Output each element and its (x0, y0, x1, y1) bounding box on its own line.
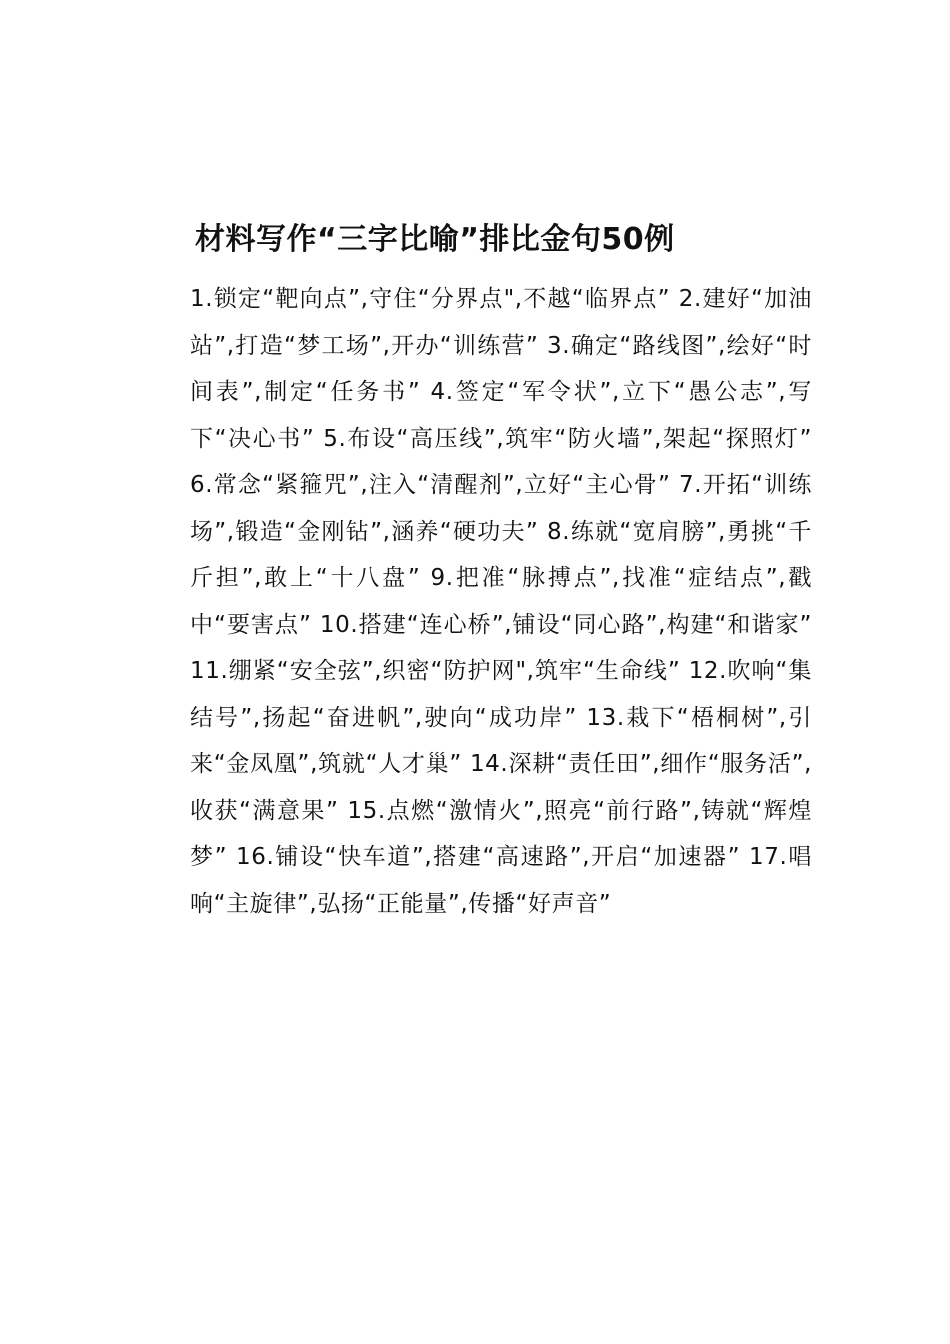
document-title: 材料写作“三字比喻”排比金句50例 (195, 222, 675, 257)
document-body-text: 1.锁定“靶向点”,守住“分界点",不越“临界点” 2.建好“加油站”,打造“梦工场”,开办“训练营” 3.确定“路线图”,绘好“时间表”,制定“任务书” 4.签定“军令状”,立下“愚公志”,写下“决心书” 5.布设“高压线”,筑牢“防火墙”,架起“探照灯” 6.常念“紧箍咒”,注入“清醒剂”,立好“主心骨” 7.开拓“训练场”,锻造“金刚钻”,涵养“硬功夫” 8.练就“宽肩膀”,勇挑“千斤担”,敢上“十八盘” 9.把准“脉搏点”,找准“症结点”,戳中“要害点” 10.搭建“连心桥”,铺设“同心路”,构建“和谐家” 11.绷紧“安全弦”,织密“防护网",筑牢“生命线” 12.吹响“集结号”,扬起“奋进帆”,驶向“成功岸” 13.栽下“梧桐树”,引来“金凤凰”,筑就“人才巢” 14.深耕“责任田”,细作“服务活”,收获“满意果” 15.点燃“激情火”,照亮“前行路”,铸就“辉煌梦” 16.铺设“快车道”,搭建“高速路”,开启“加速器” 17.唱响“主旋律”,弘扬“正能量”,传播“好声音” (190, 286, 812, 917)
